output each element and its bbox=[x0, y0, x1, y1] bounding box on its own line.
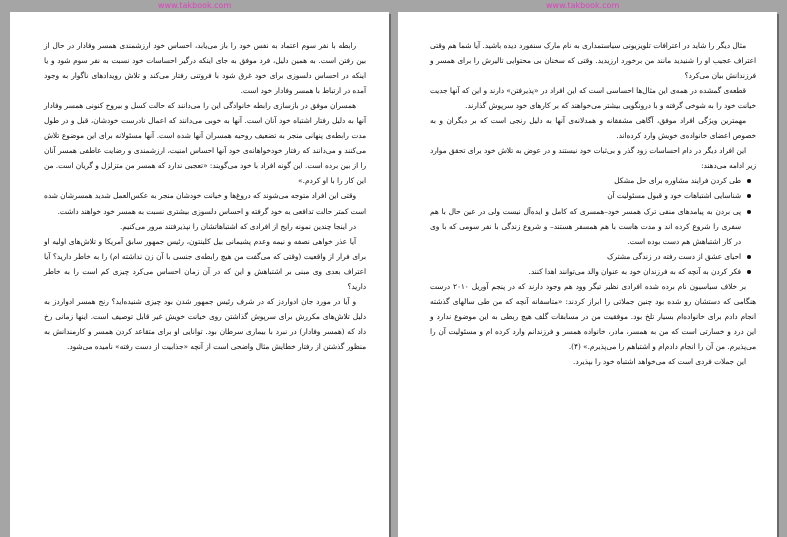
paragraph: این جملات فردی است که می‌خواهد اشتباه خود را بپذیرد. bbox=[573, 356, 746, 366]
paragraph: رابطه با نفر سوم اعتماد به نفس خود را باز می‌یابد، احساس خود ارزشمندی همسر وفادار در حال از بین رفتن است. به همین دلیل، فرد موفق به جای اینکه درگیر احساسات خود نسبت به نفر سوم شود و یا اینکه در احساس دلسوزی برای خود غرق شود با فروتنی رفتار می‌کند و تلاش رویدادهای ناگوار به وجود آمده در ارتباط با همسر وفادار خود است. bbox=[44, 41, 366, 96]
list-item: پی بردن به پیامدهای منفی ترک همسر خود–همسری که کامل و ایده‌آل نیست ولی در عین حال با هم سفری را شروع کرده اند و مدت هاست با هم همسفر هستند– و شروع زندگی با نفر سومی که با وی در کار اشتباهش هم دست بوده است. bbox=[430, 204, 747, 249]
paragraph: و آیا در مورد جان ادواردز که در شرف رئیس جمهور شدن بود چیزی شنیده‌اید؟ رنج همسر ادواردز به دلیل تلاش‌های مکررش برای سرپوش گذاشتن روی خیانت خویش غیر قابل توصیف است. اینها زمانی رخ داد که (همسر وفادار) در نبرد با بیماری سرطان بود. توانایی او برای متقاعد کردن همسر و کارمندانش به منظور گذشتن از رفتار خطایش مثال واضحی است از آنچه «جذابیت از دست رفته» نامیده می‌شود. bbox=[44, 296, 366, 351]
paragraph: این افراد دیگر در دام احساسات زود گذر و بی‌ثبات خود نیستند و در عوض به تلاش خود برای تحقق موارد زیر ادامه می‌دهند: bbox=[430, 146, 756, 171]
right-page bbox=[398, 12, 777, 537]
bullet-list bbox=[430, 173, 756, 278]
paragraph: مثال دیگر را شاید در اعترافات تلویزیونی سیاستمداری به نام مارک سنفورد دیده باشید. آیا شما هم وقتی اعتراف عجیب او را شنیدید مانند من برخورد ارزیدید. وقتی که سخنان بی محتوایی تالیرش را برای همسر و فرزندانش بیان می‌کرد؟ bbox=[430, 41, 756, 81]
paragraph: همسران موفق در بازسازی رابطه خانوادگی این را می‌دانند که حالت کسل و بیروح کنونی همسر وفادار آنها به دلیل رفتار اشتباه خود آنان است. آنها به خوبی می‌دانند که اعمال نادرست خودشان، قبل و در طول مدت رابطه‌ی پنهانی منجر به تضعیف روحیه همسران آنها شده است. آنها مسئولانه برای این موضوع تلاش می‌کنند و می‌دانند که رفتار خودخواهانه‌ی خود آنها احساس امنیت، ارزشمندی و رضایت عاطفی همسر آنان را از بین برده است. این گونه افراد با خود می‌گویند: «تعجبی ندارد که همسر من متزلزل و گریان است. من این کار را با او کردم.» bbox=[44, 101, 366, 186]
list-item: طی کردن فرایند مشاوره برای حل مشکل bbox=[430, 173, 747, 188]
right-page-text bbox=[430, 38, 756, 369]
list-item: احیای عشق از دست رفته در زندگی مشترک bbox=[430, 249, 747, 264]
paragraph: قطعه‌ی گمشده در همه‌ی این مثال‌ها احساسی است که این افراد در «پذیرفتن» دارند و این که آنها جدیت خیانت خود را به شوخی گرفته و با درونگویی بیشتر می‌خواهند که بر کارهای خود سرپوش گذارند. bbox=[430, 86, 756, 111]
paragraph: وقتی این افراد متوجه می‌شوند که دروغ‌ها و خیانت خودشان منجر به عکس‌العمل شدید همسرشان شده است کمتر حالت تدافعی به خود گرفته و احساس دلسوزی بیشتری نسبت به همسر خود خواهند داشت. bbox=[44, 191, 366, 216]
list-item: شناسایی اشتباهات خود و قبول مسئولیت آن bbox=[430, 188, 747, 203]
list-item: فکر کردن به آنچه که به فرزندان خود به عنوان والد می‌توانند اهدا کنند. bbox=[430, 264, 747, 279]
left-page bbox=[10, 12, 389, 537]
paragraph: بر خلاف سیاسیون نام برده شده افرادی نظیر تیگر وود هم وجود دارند که در پنجم آوریل ۲۰۱۰ درست هنگامی که دستشان رو شده بود چنین جملاتی را ابراز کردند: «متاسفانه آنچه که من طی سالهای گذشته انجام دادم برای خانواده‌ام بسیار تلخ بود. موفقیت من در مسابقات گلف هیچ ربطی به این موضوع ندارد و این درد و خسارتی است که من به همسر، مادر، خانواده همسر و فرزندانم وارد کرده ام و مسئولیت آن را می‌پذیرم. من آن را انجام دادم‌ام و اشتباهم را می‌پذیرم.» (۴). bbox=[430, 281, 756, 351]
watermark-right: www.takbook.com bbox=[546, 1, 620, 10]
paragraph: مهمترین ویژگی افراد موفق، آگاهی مشفقانه و همدلانه‌ی آنها به دلیل رنجی است که بر دیگران و به خصوص اعضای خانواده‌ی خویش وارد کرده‌اند. bbox=[430, 116, 756, 141]
left-page-text bbox=[44, 38, 366, 354]
paragraph: در اینجا چندین نمونه رایج از افرادی که اشتباهاتشان را نپذیرفتند مرور می‌کنیم. bbox=[119, 221, 356, 231]
paragraph: آیا عذر خواهی نصفه و نیمه وعدم پشیمانی بیل کلینتون، رئیس جمهور سابق آمریکا و تلاش‌های اولیه او برای فرار از واقعیت (وقتی که می‌گفت من هیچ رابطه‌ی جنسی با آن زن نداشته ام) را به خاطر دارید؟ آیا اعتراف بعدی وی مبنی بر اشتباهش و این که در آن زمان احساس می‌کرد چیزی کم است را به خاطر دارید؟ bbox=[44, 236, 366, 291]
watermark-left: www.takbook.com bbox=[158, 1, 232, 10]
